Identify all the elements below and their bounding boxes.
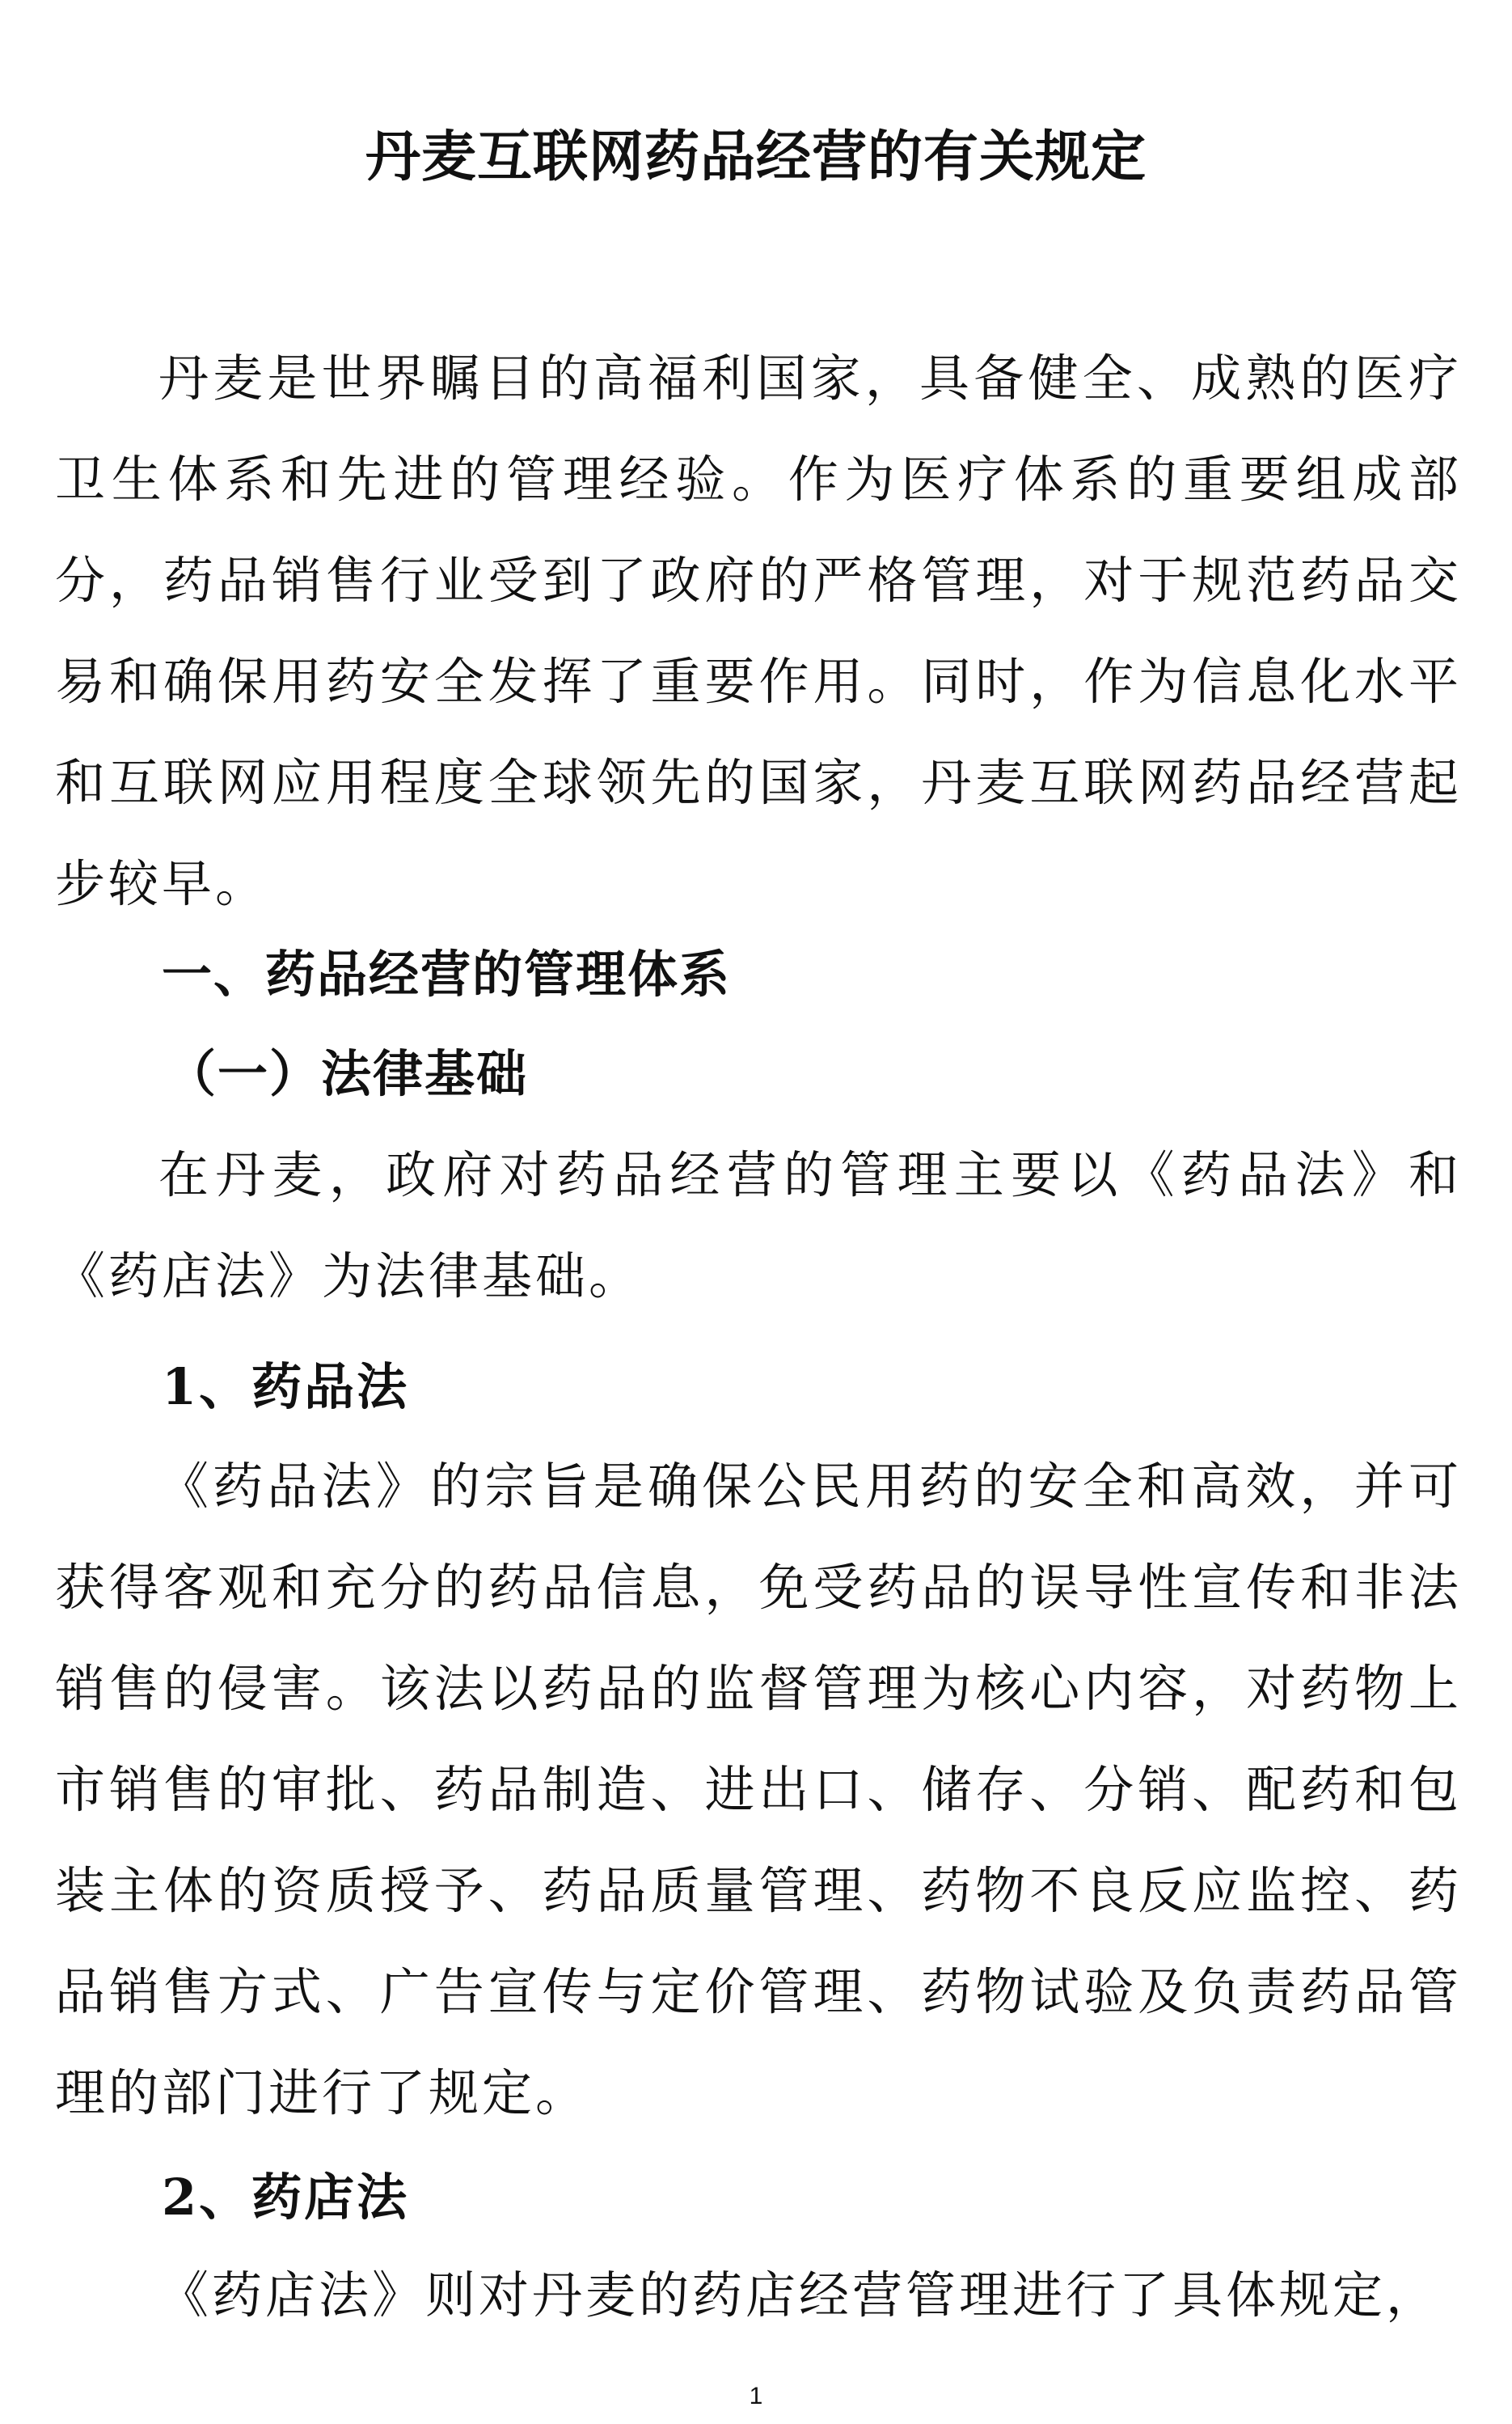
subsection-heading-legal-basis: （一）法律基础	[166, 1044, 529, 1103]
intro-paragraph-block	[55, 328, 1462, 934]
document-title: 丹麦互联网药品经营的有关规定	[365, 125, 1147, 189]
page-number: 1	[749, 2383, 763, 2409]
medicines-act-paragraph-block	[55, 1436, 1462, 2143]
pharmacy-act-paragraph: 《药店法》则对丹麦的药店经营管理进行了具体规定，	[158, 2265, 1440, 2325]
section-heading-management-system: 一、药品经营的管理体系	[162, 945, 732, 1004]
medicines-act-paragraph: 《药品法》的宗旨是确保公民用药的安全和高效，并可获得客观和充分的药品信息，免受药品的误导性宣传和非法销售的侵害。该法以药品的监督管理为核心内容，对药物上市销售的审批、药品制造、进出口、储存、分销、配药和包装主体的资质授予、药品质量管理、药物不良反应监控、药品销售方式、广告宣传与定价管理、药物试验及负责药品管理的部门进行了规定。	[55, 1457, 1462, 2122]
law-heading-medicines-act: 1、药品法	[162, 1357, 410, 1416]
law-heading-pharmacy-act: 2、药店法	[162, 2168, 410, 2227]
intro-paragraph: 丹麦是世界瞩目的高福利国家，具备健全、成熟的医疗卫生体系和先进的管理经验。作为医疗体系的重要组成部分，药品销售行业受到了政府的严格管理，对于规范药品交易和确保用药安全发挥了重要作用。同时，作为信息化水平和互联网应用程度全球领先的国家，丹麦互联网药品经营起步较早。	[55, 349, 1462, 913]
legal-basis-paragraph-block	[55, 1124, 1462, 1326]
legal-basis-paragraph: 在丹麦，政府对药品经营的管理主要以《药品法》和《药店法》为法律基础。	[55, 1145, 1462, 1305]
pharmacy-act-paragraph-block	[55, 2244, 1462, 2346]
